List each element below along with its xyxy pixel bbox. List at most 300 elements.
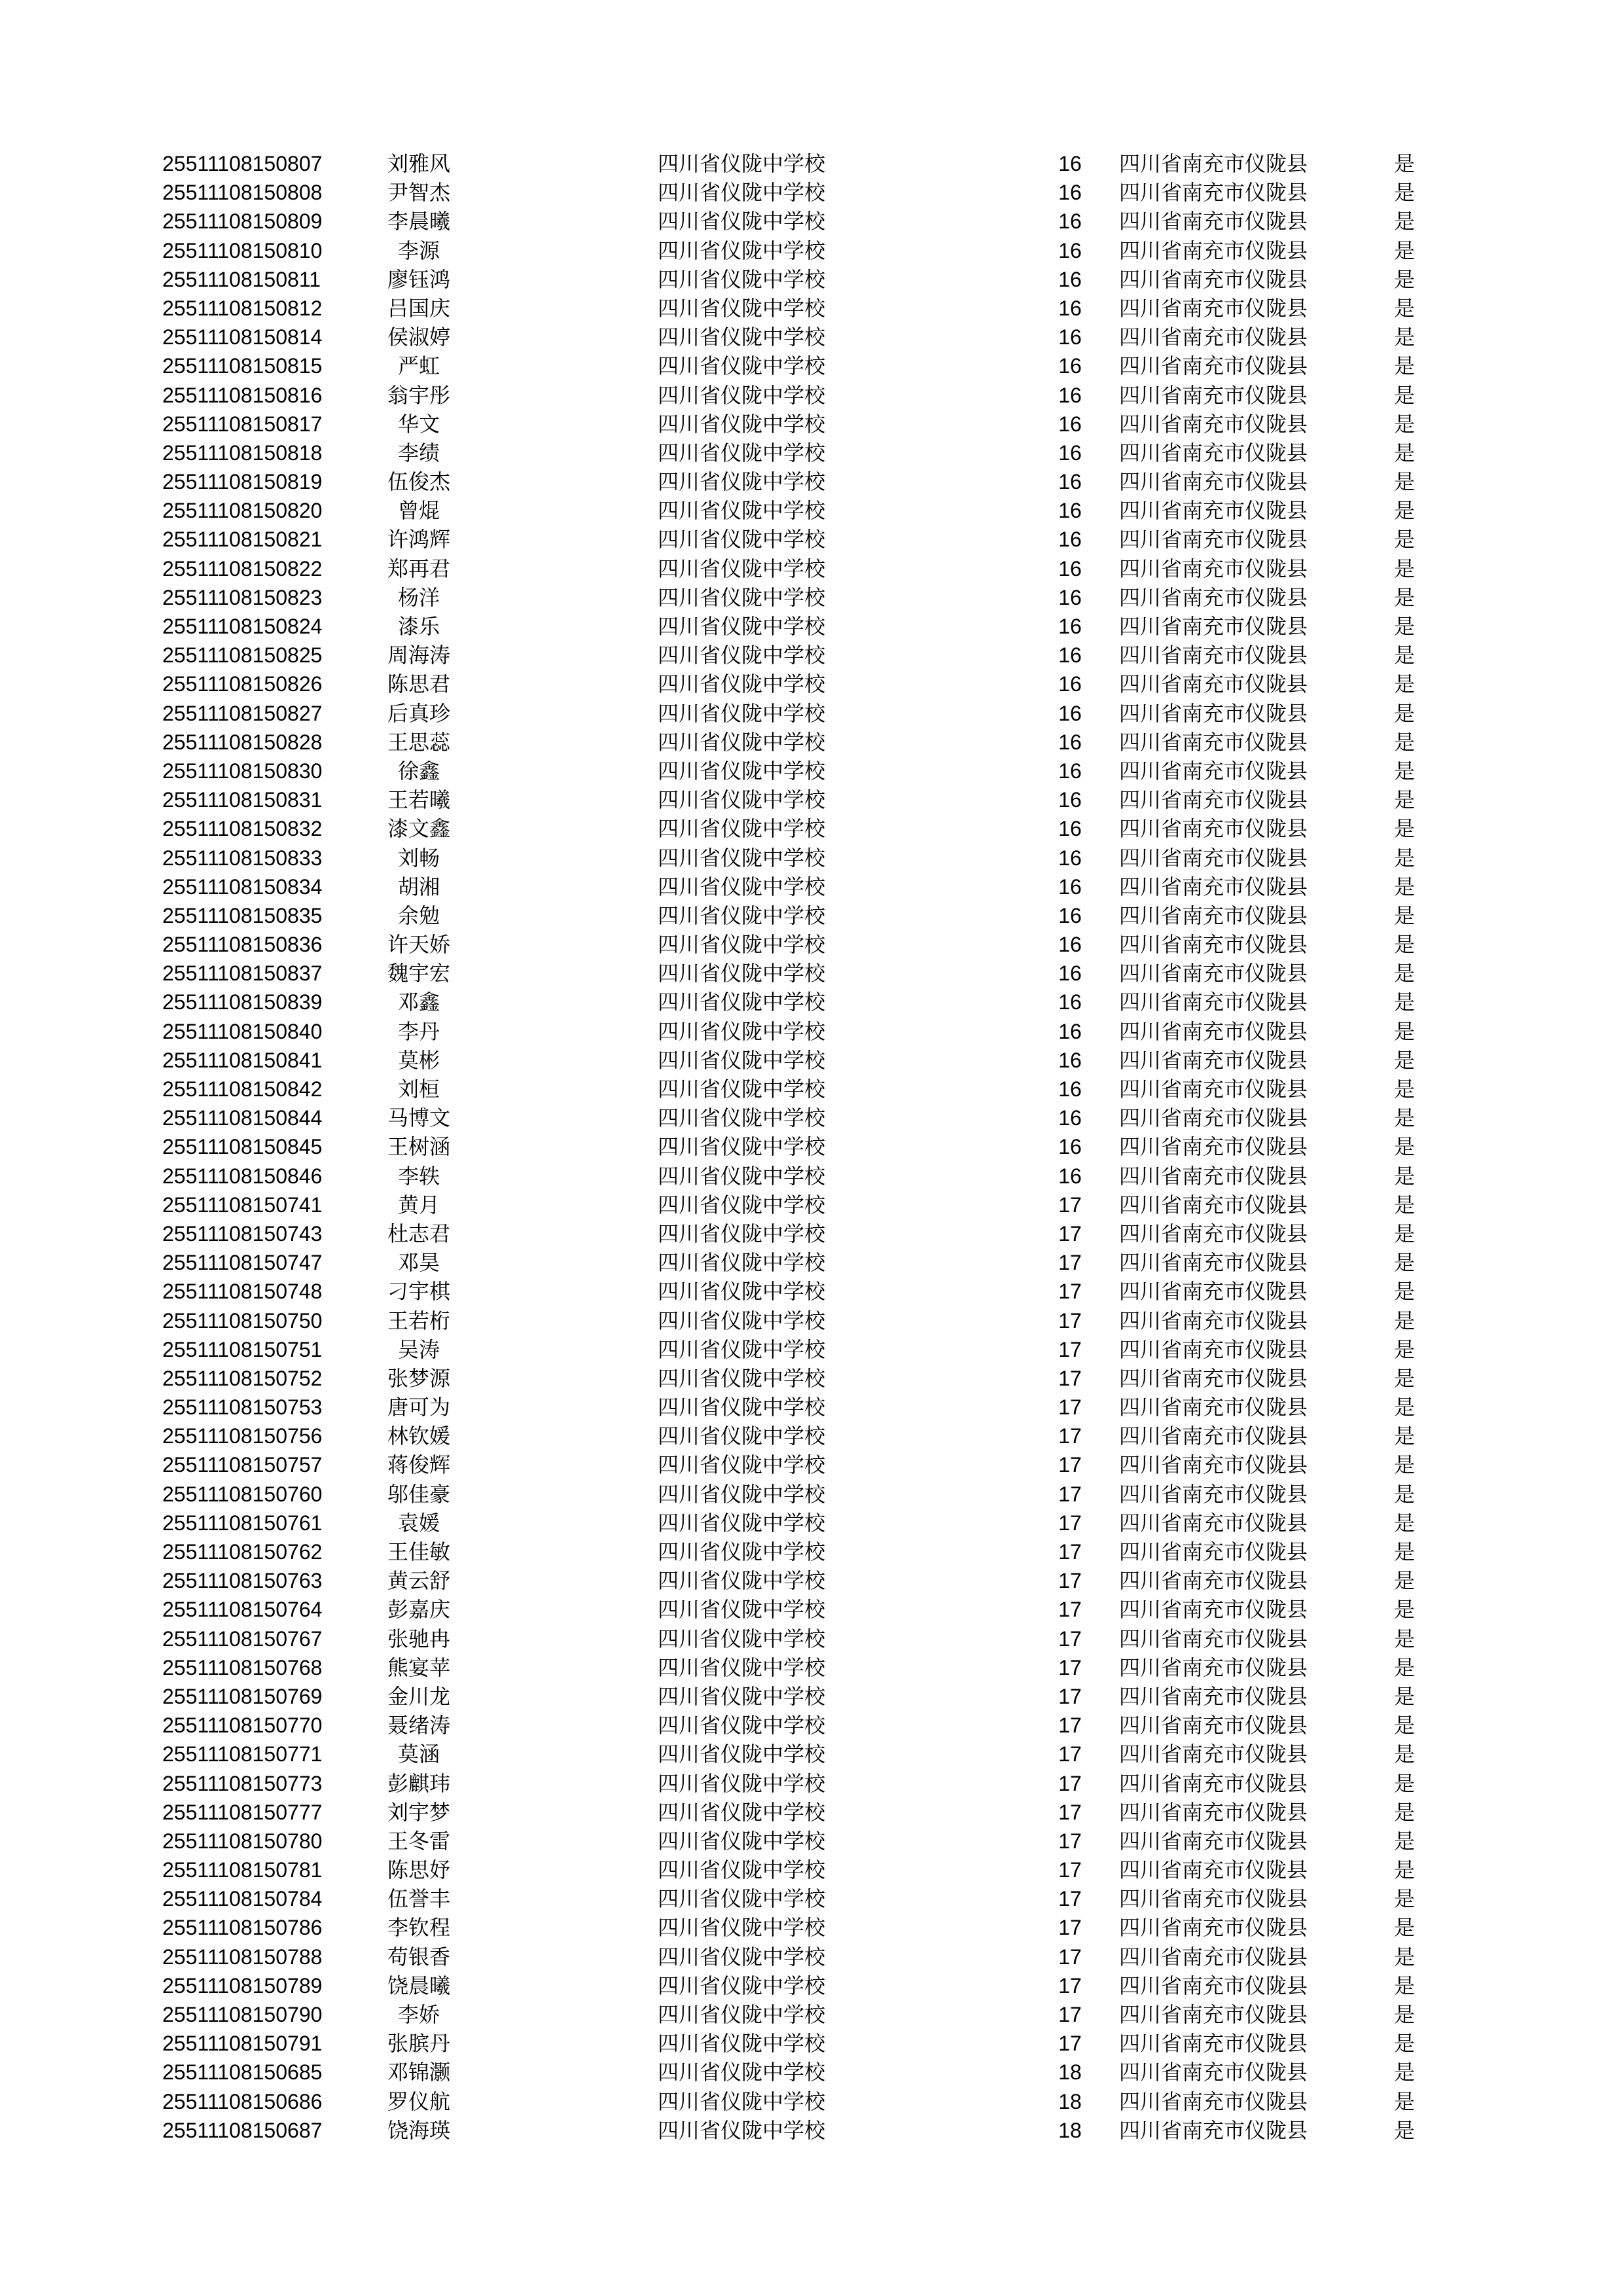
status-flag: 是	[1394, 1250, 1416, 1276]
region: 四川省南充市仪陇县	[1119, 2060, 1308, 2085]
status-flag: 是	[1394, 2117, 1416, 2143]
school-name: 四川省仪陇中学校	[658, 758, 826, 783]
school-name: 四川省仪陇中学校	[658, 2060, 826, 2085]
class-number: 17	[1058, 1945, 1082, 1969]
region: 四川省南充市仪陇县	[1119, 440, 1308, 465]
region: 四川省南充市仪陇县	[1119, 2117, 1308, 2143]
student-id: 25511108150686	[162, 2089, 323, 2113]
student-id: 25511108150685	[162, 2060, 323, 2085]
school-name: 四川省仪陇中学校	[658, 903, 826, 928]
school-name: 四川省仪陇中学校	[658, 1279, 826, 1304]
student-id: 25511108150741	[162, 1193, 323, 1217]
table-row	[0, 844, 1623, 872]
student-name: 彭麒玮	[387, 1770, 450, 1796]
student-id: 25511108150790	[162, 2003, 323, 2026]
status-flag: 是	[1394, 816, 1416, 842]
class-number: 17	[1058, 1193, 1082, 1217]
school-name: 四川省仪陇中学校	[658, 1626, 826, 1651]
school-name: 四川省仪陇中学校	[658, 1568, 826, 1594]
school-name: 四川省仪陇中学校	[658, 1655, 826, 1680]
student-name: 刘宇梦	[387, 1799, 450, 1825]
status-flag: 是	[1394, 1568, 1416, 1594]
table-row	[0, 583, 1623, 612]
class-number: 17	[1058, 1569, 1082, 1593]
status-flag: 是	[1394, 469, 1416, 495]
school-name: 四川省仪陇中学校	[658, 238, 826, 263]
status-flag: 是	[1394, 1452, 1416, 1478]
status-flag: 是	[1394, 2089, 1416, 2114]
school-name: 四川省仪陇中学校	[658, 151, 826, 176]
class-number: 16	[1058, 1106, 1082, 1130]
student-id: 25511108150833	[162, 846, 323, 870]
status-flag: 是	[1394, 1510, 1416, 1535]
school-name: 四川省仪陇中学校	[658, 2089, 826, 2114]
class-number: 17	[1058, 1713, 1082, 1738]
school-name: 四川省仪陇中学校	[658, 700, 826, 726]
school-name: 四川省仪陇中学校	[658, 2117, 826, 2143]
student-name: 王冬雷	[387, 1828, 450, 1854]
school-name: 四川省仪陇中学校	[658, 325, 826, 350]
student-name: 饶晨曦	[387, 1973, 450, 1998]
status-flag: 是	[1394, 1857, 1416, 1883]
student-id: 25511108150834	[162, 874, 323, 899]
status-flag: 是	[1394, 1944, 1416, 1969]
student-name: 邓鑫	[397, 990, 440, 1015]
region: 四川省南充市仪陇县	[1119, 266, 1308, 292]
status-flag: 是	[1394, 1481, 1416, 1507]
table-row	[0, 814, 1623, 843]
status-flag: 是	[1394, 614, 1416, 639]
student-name: 吕国庆	[387, 295, 450, 321]
school-name: 四川省仪陇中学校	[658, 353, 826, 379]
region: 四川省南充市仪陇县	[1119, 1655, 1308, 1680]
student-name: 蒋俊辉	[387, 1452, 450, 1478]
class-number: 16	[1058, 990, 1082, 1014]
student-name: 尹智杰	[387, 180, 450, 206]
region: 四川省南充市仪陇县	[1119, 1944, 1308, 1969]
status-flag: 是	[1394, 1279, 1416, 1304]
school-name: 四川省仪陇中学校	[658, 266, 826, 292]
table-row	[0, 554, 1623, 583]
student-name: 李晨曦	[387, 209, 450, 234]
class-number: 17	[1058, 2003, 1082, 2026]
class-number: 16	[1058, 961, 1082, 986]
status-flag: 是	[1394, 325, 1416, 350]
student-id: 25511108150835	[162, 903, 323, 927]
student-id: 25511108150840	[162, 1019, 323, 1043]
table-row	[0, 1103, 1623, 1132]
student-name: 刁宇棋	[387, 1279, 450, 1304]
student-id: 25511108150789	[162, 1973, 323, 1998]
student-name: 漆文鑫	[387, 816, 450, 842]
school-name: 四川省仪陇中学校	[658, 816, 826, 842]
school-name: 四川省仪陇中学校	[658, 411, 826, 437]
class-number: 17	[1058, 2032, 1082, 2056]
status-flag: 是	[1394, 353, 1416, 379]
student-name: 彭嘉庆	[387, 1597, 450, 1623]
student-name: 后真珍	[387, 700, 450, 726]
student-name: 唐可为	[387, 1395, 450, 1420]
school-name: 四川省仪陇中学校	[658, 990, 826, 1015]
student-name: 李娇	[397, 2002, 440, 2027]
student-id: 25511108150788	[162, 1945, 323, 1969]
status-flag: 是	[1394, 238, 1416, 263]
region: 四川省南充市仪陇县	[1119, 787, 1308, 813]
table-row	[0, 1595, 1623, 1624]
student-name: 许鸿辉	[387, 527, 450, 552]
school-name: 四川省仪陇中学校	[658, 1077, 826, 1102]
school-name: 四川省仪陇中学校	[658, 1250, 826, 1276]
student-id: 25511108150842	[162, 1077, 323, 1101]
student-name: 严虹	[397, 353, 440, 379]
region: 四川省南充市仪陇县	[1119, 1568, 1308, 1594]
region: 四川省南充市仪陇县	[1119, 1077, 1308, 1102]
status-flag: 是	[1394, 1742, 1416, 1767]
table-row	[0, 1827, 1623, 1856]
class-number: 17	[1058, 1424, 1082, 1448]
region: 四川省南充市仪陇县	[1119, 990, 1308, 1015]
region: 四川省南充市仪陇县	[1119, 1770, 1308, 1796]
student-name: 黄云舒	[387, 1568, 450, 1594]
student-id: 25511108150808	[162, 181, 323, 205]
school-name: 四川省仪陇中学校	[658, 1713, 826, 1738]
school-name: 四川省仪陇中学校	[658, 1770, 826, 1796]
class-number: 17	[1058, 1598, 1082, 1622]
student-name: 陈思妤	[387, 1857, 450, 1883]
status-flag: 是	[1394, 1683, 1416, 1709]
region: 四川省南充市仪陇县	[1119, 2002, 1308, 2027]
region: 四川省南充市仪陇县	[1119, 1683, 1308, 1709]
status-flag: 是	[1394, 874, 1416, 899]
status-flag: 是	[1394, 1655, 1416, 1680]
student-id: 25511108150756	[162, 1424, 323, 1448]
table-row	[0, 1075, 1623, 1103]
class-number: 16	[1058, 817, 1082, 841]
status-flag: 是	[1394, 1047, 1416, 1073]
class-number: 17	[1058, 1626, 1082, 1651]
table-row	[0, 757, 1623, 785]
status-flag: 是	[1394, 1539, 1416, 1564]
student-id: 25511108150763	[162, 1569, 323, 1593]
table-row	[0, 1219, 1623, 1248]
student-name: 徐鑫	[397, 758, 440, 783]
student-name: 杨洋	[397, 584, 440, 610]
region: 四川省南充市仪陇县	[1119, 816, 1308, 842]
table-row	[0, 2087, 1623, 2116]
student-id: 25511108150768	[162, 1655, 323, 1679]
class-number: 17	[1058, 1540, 1082, 1564]
school-name: 四川省仪陇中学校	[658, 1018, 826, 1044]
table-row	[0, 1162, 1623, 1191]
class-number: 17	[1058, 1742, 1082, 1767]
region: 四川省南充市仪陇县	[1119, 556, 1308, 581]
region: 四川省南充市仪陇县	[1119, 1626, 1308, 1651]
region: 四川省南充市仪陇县	[1119, 1799, 1308, 1825]
student-id: 25511108150832	[162, 817, 323, 841]
student-id: 25511108150836	[162, 933, 323, 957]
school-name: 四川省仪陇中学校	[658, 1510, 826, 1535]
class-number: 17	[1058, 1366, 1082, 1390]
status-flag: 是	[1394, 961, 1416, 986]
status-flag: 是	[1394, 1336, 1416, 1362]
region: 四川省南充市仪陇县	[1119, 643, 1308, 668]
table-row	[0, 1046, 1623, 1075]
class-number: 17	[1058, 1973, 1082, 1998]
student-id: 25511108150757	[162, 1453, 323, 1477]
status-flag: 是	[1394, 295, 1416, 321]
student-id: 25511108150846	[162, 1164, 323, 1188]
student-id: 25511108150837	[162, 961, 323, 986]
student-name: 莫涵	[397, 1742, 440, 1767]
class-number: 16	[1058, 1077, 1082, 1101]
student-id: 25511108150752	[162, 1366, 323, 1390]
table-row	[0, 1480, 1623, 1509]
student-name: 郑再君	[387, 556, 450, 581]
student-id: 25511108150764	[162, 1598, 323, 1622]
region: 四川省南充市仪陇县	[1119, 1510, 1308, 1535]
student-name: 张膑丹	[387, 2031, 450, 2056]
student-name: 马博文	[387, 1105, 450, 1131]
region: 四川省南充市仪陇县	[1119, 1857, 1308, 1883]
school-name: 四川省仪陇中学校	[658, 180, 826, 206]
status-flag: 是	[1394, 1626, 1416, 1651]
student-id: 25511108150780	[162, 1829, 323, 1853]
student-id: 25511108150769	[162, 1684, 323, 1708]
region: 四川省南充市仪陇县	[1119, 700, 1308, 726]
student-name: 余勉	[397, 903, 440, 928]
table-row	[0, 930, 1623, 959]
student-id: 25511108150820	[162, 499, 323, 523]
status-flag: 是	[1394, 1077, 1416, 1102]
status-flag: 是	[1394, 209, 1416, 234]
student-name: 聂绪涛	[387, 1713, 450, 1738]
table-row	[0, 1624, 1623, 1653]
student-name: 王若桁	[387, 1308, 450, 1333]
school-name: 四川省仪陇中学校	[658, 469, 826, 495]
table-row	[0, 149, 1623, 178]
student-id: 25511108150810	[162, 238, 323, 262]
school-name: 四川省仪陇中学校	[658, 1539, 826, 1564]
class-number: 16	[1058, 672, 1082, 696]
status-flag: 是	[1394, 845, 1416, 870]
status-flag: 是	[1394, 2031, 1416, 2056]
class-number: 16	[1058, 152, 1082, 175]
student-id: 25511108150821	[162, 528, 323, 552]
table-row	[0, 294, 1623, 323]
table-row	[0, 1537, 1623, 1566]
student-name: 陈思君	[387, 672, 450, 697]
class-number: 16	[1058, 209, 1082, 234]
region: 四川省南充市仪陇县	[1119, 1713, 1308, 1738]
class-number: 16	[1058, 556, 1082, 581]
student-name: 杜志君	[387, 1221, 450, 1246]
class-number: 17	[1058, 1280, 1082, 1304]
student-name: 张驰冉	[387, 1626, 450, 1651]
class-number: 17	[1058, 1800, 1082, 1824]
student-name: 李轶	[397, 1163, 440, 1189]
class-number: 17	[1058, 1916, 1082, 1940]
school-name: 四川省仪陇中学校	[658, 729, 826, 755]
student-id: 25511108150784	[162, 1887, 323, 1911]
region: 四川省南充市仪陇县	[1119, 1308, 1308, 1333]
table-row	[0, 381, 1623, 410]
student-id: 25511108150830	[162, 759, 323, 783]
student-name: 李源	[397, 238, 440, 263]
region: 四川省南充市仪陇县	[1119, 614, 1308, 639]
student-name: 廖钰鸿	[387, 266, 450, 292]
student-id: 25511108150791	[162, 2032, 323, 2056]
status-flag: 是	[1394, 1395, 1416, 1420]
student-name: 胡湘	[397, 874, 440, 899]
table-row	[0, 1856, 1623, 1884]
region: 四川省南充市仪陇县	[1119, 1424, 1308, 1449]
table-row	[0, 959, 1623, 988]
region: 四川省南充市仪陇县	[1119, 1973, 1308, 1998]
student-name: 王思蕊	[387, 729, 450, 755]
student-id: 25511108150809	[162, 209, 323, 234]
class-number: 16	[1058, 615, 1082, 638]
status-flag: 是	[1394, 266, 1416, 292]
table-row	[0, 1364, 1623, 1393]
student-name: 饶海瑛	[387, 2117, 450, 2143]
status-flag: 是	[1394, 180, 1416, 206]
student-id: 25511108150777	[162, 1800, 323, 1824]
class-number: 16	[1058, 1135, 1082, 1159]
class-number: 18	[1058, 2118, 1082, 2142]
student-id: 25511108150786	[162, 1916, 323, 1940]
student-name: 刘雅风	[387, 151, 450, 176]
table-row	[0, 1682, 1623, 1711]
class-number: 16	[1058, 1164, 1082, 1188]
student-id: 25511108150839	[162, 990, 323, 1014]
table-row	[0, 236, 1623, 265]
region: 四川省南充市仪陇县	[1119, 527, 1308, 552]
class-number: 17	[1058, 1887, 1082, 1911]
student-id: 25511108150770	[162, 1713, 323, 1738]
region: 四川省南充市仪陇县	[1119, 2031, 1308, 2056]
student-name: 伍俊杰	[387, 469, 450, 495]
region: 四川省南充市仪陇县	[1119, 729, 1308, 755]
student-name: 李丹	[397, 1018, 440, 1044]
table-row	[0, 699, 1623, 728]
school-name: 四川省仪陇中学校	[658, 1828, 826, 1854]
region: 四川省南充市仪陇县	[1119, 238, 1308, 263]
school-name: 四川省仪陇中学校	[658, 1395, 826, 1420]
student-id: 25511108150816	[162, 383, 323, 407]
student-name: 邓锦灏	[387, 2060, 450, 2085]
student-name: 吴涛	[397, 1336, 440, 1362]
student-name: 熊宴苹	[387, 1655, 450, 1680]
student-name: 苟银香	[387, 1944, 450, 1969]
table-row	[0, 901, 1623, 930]
school-name: 四川省仪陇中学校	[658, 672, 826, 697]
class-number: 17	[1058, 1771, 1082, 1795]
school-name: 四川省仪陇中学校	[658, 2031, 826, 2056]
student-id: 25511108150781	[162, 1858, 323, 1882]
school-name: 四川省仪陇中学校	[658, 1915, 826, 1941]
student-id: 25511108150761	[162, 1511, 323, 1535]
student-id: 25511108150750	[162, 1308, 323, 1333]
status-flag: 是	[1394, 758, 1416, 783]
region: 四川省南充市仪陇县	[1119, 1395, 1308, 1420]
table-row	[0, 1566, 1623, 1595]
region: 四川省南充市仪陇县	[1119, 1452, 1308, 1478]
status-flag: 是	[1394, 1973, 1416, 1998]
table-row	[0, 728, 1623, 757]
class-number: 16	[1058, 470, 1082, 494]
student-name: 王若曦	[387, 787, 450, 813]
table-row	[0, 207, 1623, 236]
student-id: 25511108150817	[162, 412, 323, 436]
student-id: 25511108150814	[162, 325, 323, 350]
school-name: 四川省仪陇中学校	[658, 1308, 826, 1333]
student-name: 袁媛	[397, 1510, 440, 1535]
region: 四川省南充市仪陇县	[1119, 382, 1308, 408]
class-number: 16	[1058, 325, 1082, 350]
class-number: 16	[1058, 354, 1082, 378]
status-flag: 是	[1394, 1886, 1416, 1912]
class-number: 17	[1058, 1395, 1082, 1420]
status-flag: 是	[1394, 1799, 1416, 1825]
class-number: 16	[1058, 874, 1082, 899]
status-flag: 是	[1394, 2002, 1416, 2027]
status-flag: 是	[1394, 1770, 1416, 1796]
school-name: 四川省仪陇中学校	[658, 1944, 826, 1969]
region: 四川省南充市仪陇县	[1119, 295, 1308, 321]
table-row	[0, 1191, 1623, 1219]
status-flag: 是	[1394, 1828, 1416, 1854]
table-row	[0, 1884, 1623, 1913]
table-row	[0, 467, 1623, 496]
table-row	[0, 323, 1623, 351]
status-flag: 是	[1394, 643, 1416, 668]
status-flag: 是	[1394, 672, 1416, 697]
region: 四川省南充市仪陇县	[1119, 209, 1308, 234]
class-number: 17	[1058, 1482, 1082, 1506]
table-row	[0, 1450, 1623, 1479]
region: 四川省南充市仪陇县	[1119, 1597, 1308, 1623]
region: 四川省南充市仪陇县	[1119, 1481, 1308, 1507]
school-name: 四川省仪陇中学校	[658, 845, 826, 870]
table-row	[0, 641, 1623, 670]
table-row	[0, 1769, 1623, 1798]
school-name: 四川省仪陇中学校	[658, 1886, 826, 1912]
student-id: 25511108150822	[162, 556, 323, 581]
class-number: 16	[1058, 412, 1082, 436]
school-name: 四川省仪陇中学校	[658, 1973, 826, 1998]
student-id: 25511108150815	[162, 354, 323, 378]
region: 四川省南充市仪陇县	[1119, 1539, 1308, 1564]
status-flag: 是	[1394, 1134, 1416, 1160]
region: 四川省南充市仪陇县	[1119, 353, 1308, 379]
student-name: 华文	[397, 411, 440, 437]
table-row	[0, 670, 1623, 698]
region: 四川省南充市仪陇县	[1119, 498, 1308, 524]
student-name: 邓昊	[397, 1250, 440, 1276]
student-id: 25511108150811	[162, 267, 321, 291]
student-name: 李绩	[397, 440, 440, 465]
region: 四川省南充市仪陇县	[1119, 584, 1308, 610]
student-name: 黄月	[397, 1192, 440, 1217]
student-name: 魏宇宏	[387, 961, 450, 986]
status-flag: 是	[1394, 1915, 1416, 1941]
status-flag: 是	[1394, 1163, 1416, 1189]
region: 四川省南充市仪陇县	[1119, 1828, 1308, 1854]
region: 四川省南充市仪陇县	[1119, 758, 1308, 783]
table-row	[0, 439, 1623, 467]
table-row	[0, 785, 1623, 814]
class-number: 16	[1058, 903, 1082, 927]
